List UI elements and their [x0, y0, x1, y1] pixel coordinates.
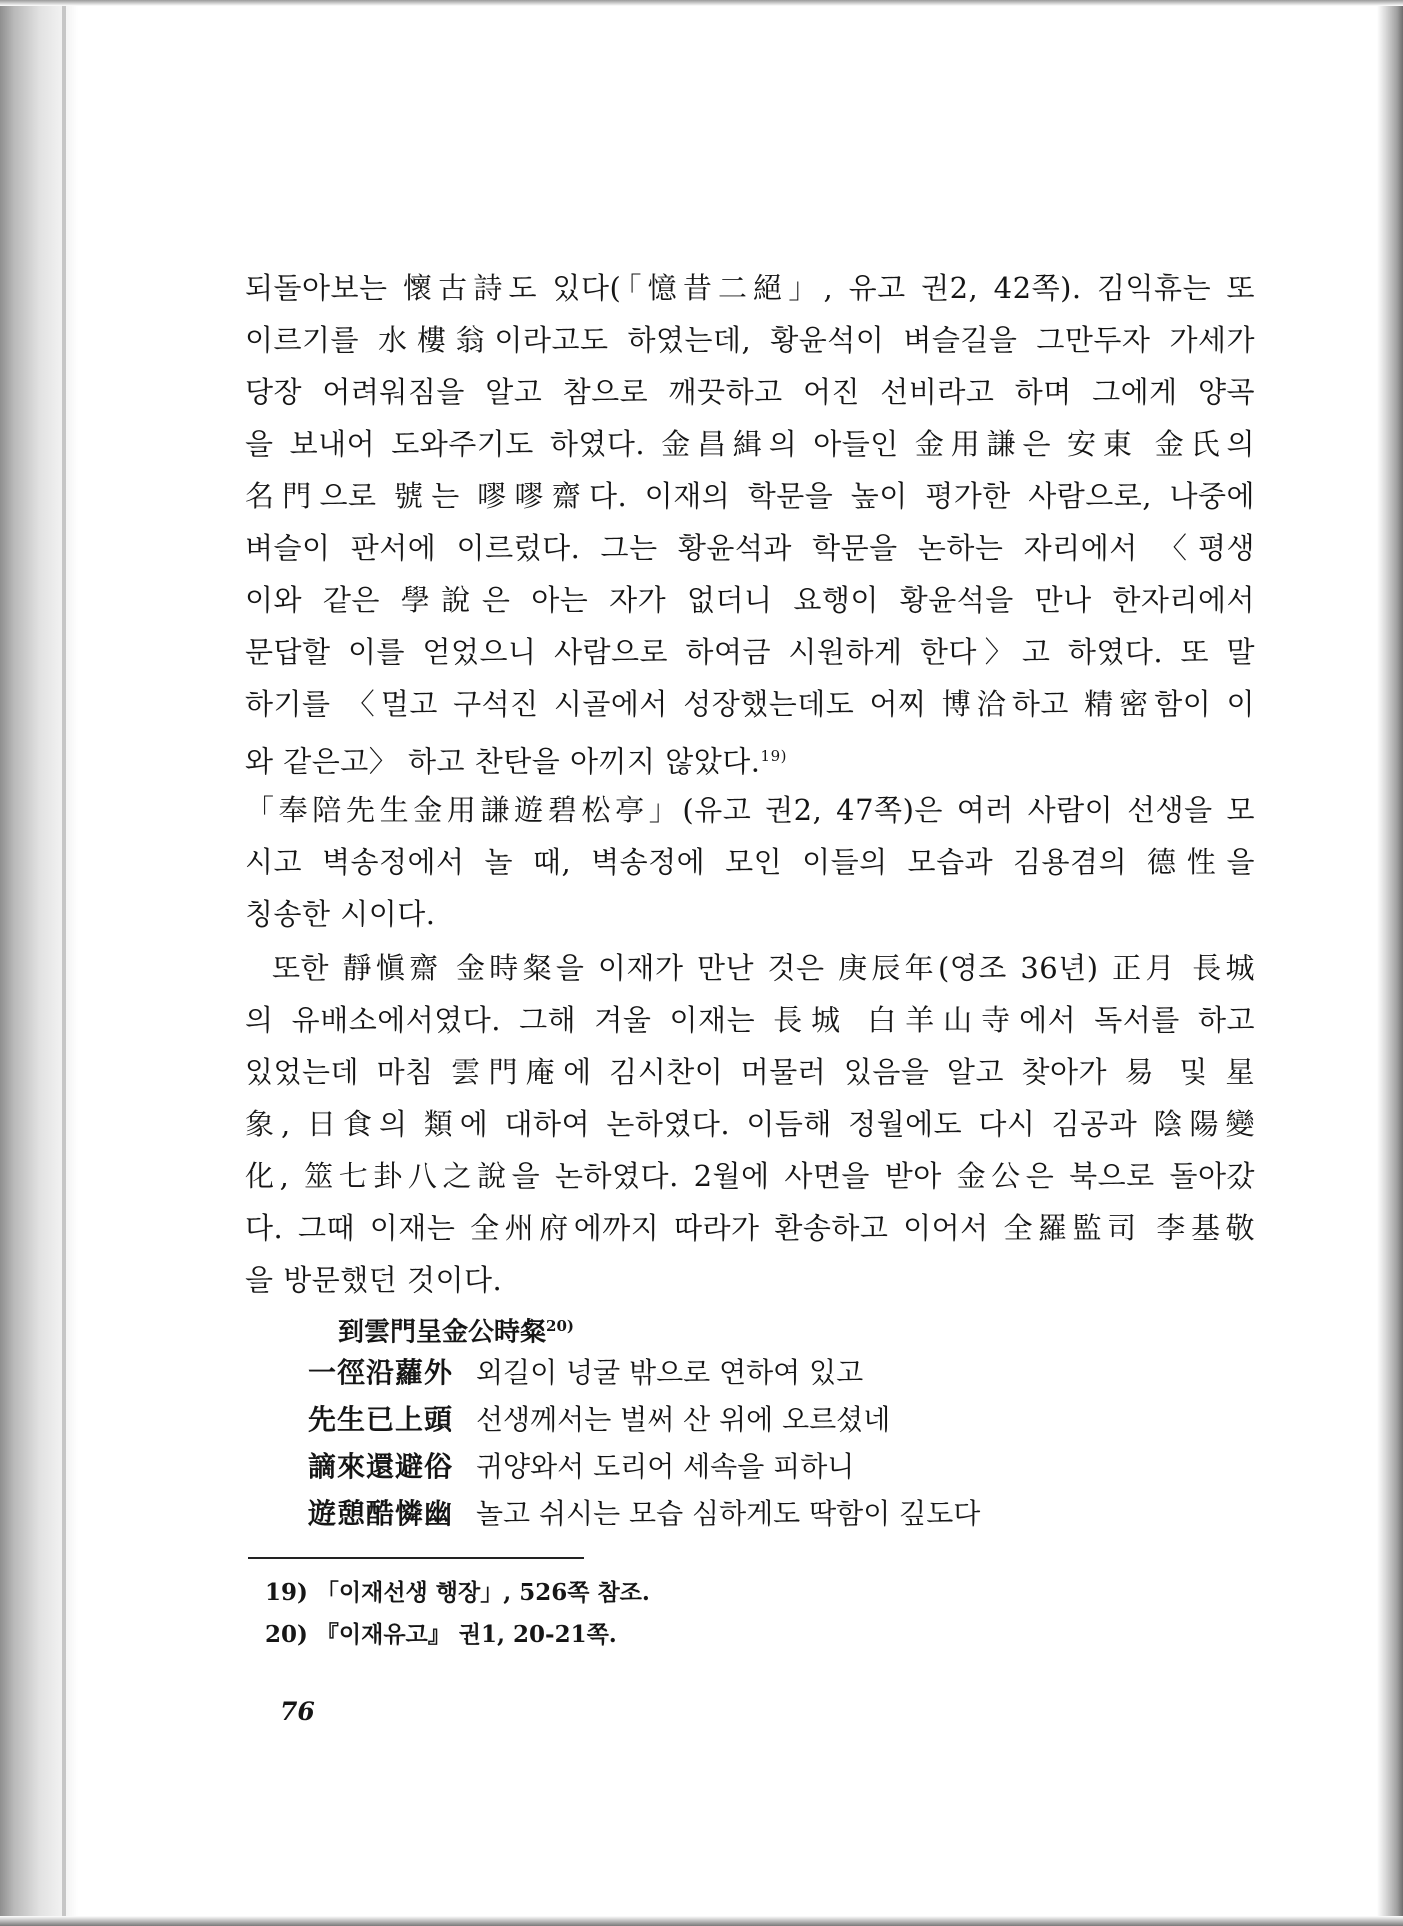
poem-title	[338, 1303, 1068, 1349]
text-line-content: 와 같은고〉 하고 찬탄을 아끼지 않았다.	[245, 744, 761, 779]
poem-hanja: 謫來還避俗	[308, 1450, 454, 1483]
text-line-last	[245, 730, 1255, 782]
page-top-edge	[0, 0, 1403, 6]
paragraph-1	[245, 262, 1255, 782]
page-number: 76	[280, 1697, 315, 1726]
text-line: 化, 筮七卦八之說을 논하였다. 2월에 사면을 받아 金公은 북으로 돌아갔	[245, 1159, 1255, 1193]
poem-row	[308, 1490, 1068, 1537]
paragraph-3	[245, 942, 1255, 1306]
text-line: 이르기를 水樓翁이라고도 하였는데, 황윤석이 벼슬길을 그만두자 가세가	[245, 323, 1255, 357]
footnote-19: 19) 「이재선생 행장」, 526쪽 참조.	[265, 1579, 650, 1606]
text-line: 하기를 〈멀고 구석진 시골에서 성장했는데도 어찌 博洽하고 精密함이 이	[245, 687, 1255, 721]
poem-translation: 귀양와서 도리어 세속을 피하니	[476, 1450, 855, 1483]
poem-row	[308, 1349, 1068, 1396]
poem-block	[308, 1303, 1068, 1537]
poem-row	[308, 1443, 1068, 1490]
poem-translation: 선생께서는 벌써 산 위에 오르셨네	[476, 1403, 891, 1436]
footnote-20: 20) 『이재유고』 권1, 20-21쪽.	[265, 1621, 617, 1648]
footnotes	[265, 1572, 1165, 1656]
poem-hanja: 遊憩酷憐幽	[308, 1497, 454, 1530]
text-line: 의 유배소에서였다. 그해 겨울 이재는 長城 白羊山寺에서 독서를 하고	[245, 1003, 1255, 1037]
text-line: 名門으로 號는 嘐嘐齋다. 이재의 학문을 높이 평가한 사람으로, 나중에	[245, 479, 1255, 513]
text-line-last: 칭송한 시이다.	[245, 897, 436, 931]
text-line: 象, 日食의 類에 대하여 논하였다. 이듬해 정월에도 다시 김공과 陰陽變	[245, 1107, 1255, 1141]
text-line-last: 을 방문했던 것이다.	[245, 1263, 503, 1297]
footnote-ref-19: 19)	[760, 747, 787, 765]
poem-hanja: 一徑沿蘿外	[308, 1356, 454, 1389]
text-line: 있었는데 마침 雲門庵에 김시찬이 머물러 있음을 알고 찾아가 易 및 星	[245, 1055, 1255, 1089]
paragraph-2	[245, 784, 1255, 940]
footnote-divider	[248, 1557, 584, 1559]
text-line: 시고 벽송정에서 놀 때, 벽송정에 모인 이들의 모습과 김용겸의 德性을	[245, 845, 1255, 879]
book-spine-edge	[62, 0, 66, 1926]
page-body	[245, 262, 1255, 1306]
footnote-ref-20: 20)	[546, 1317, 574, 1335]
poem-translation: 외길이 넝굴 밖으로 연하여 있고	[476, 1356, 864, 1389]
poem-row	[308, 1396, 1068, 1443]
page-right-edge	[1377, 0, 1403, 1926]
text-line: 「奉陪先生金用謙遊碧松亭」(유고 권2, 47쪽)은 여러 사람이 선생을 모	[245, 793, 1255, 827]
poem-translation: 놀고 쉬시는 모습 심하게도 딱함이 깊도다	[476, 1497, 981, 1530]
text-line: 벼슬이 판서에 이르렀다. 그는 황윤석과 학문을 논하는 자리에서 〈평생	[245, 531, 1255, 565]
text-line: 당장 어려워짐을 알고 참으로 깨끗하고 어진 선비라고 하며 그에게 양곡	[245, 375, 1255, 409]
page-bottom-edge	[0, 1916, 1403, 1926]
book-spine-shadow	[0, 0, 78, 1926]
text-line: 또한 靜愼齋 金時粲을 이재가 만난 것은 庚辰年(영조 36년) 正月 長城	[245, 951, 1255, 985]
text-line: 문답할 이를 얻었으니 사람으로 하여금 시원하게 한다〉고 하였다. 또 말	[245, 635, 1255, 669]
poem-title-text: 到雲門呈金公時粲	[338, 1317, 547, 1348]
text-line: 다. 그때 이재는 全州府에까지 따라가 환송하고 이어서 全羅監司 李基敬	[245, 1211, 1255, 1245]
text-line: 을 보내어 도와주기도 하였다. 金昌緝의 아들인 金用謙은 安東 金氏의	[245, 427, 1255, 461]
poem-hanja: 先生已上頭	[308, 1403, 454, 1436]
text-line: 되돌아보는 懷古詩도 있다(「憶昔二絕」, 유고 권2, 42쪽). 김익휴는 또	[245, 271, 1255, 305]
text-line: 이와 같은 學說은 아는 자가 없더니 요행이 황윤석을 만나 한자리에서	[245, 583, 1255, 617]
